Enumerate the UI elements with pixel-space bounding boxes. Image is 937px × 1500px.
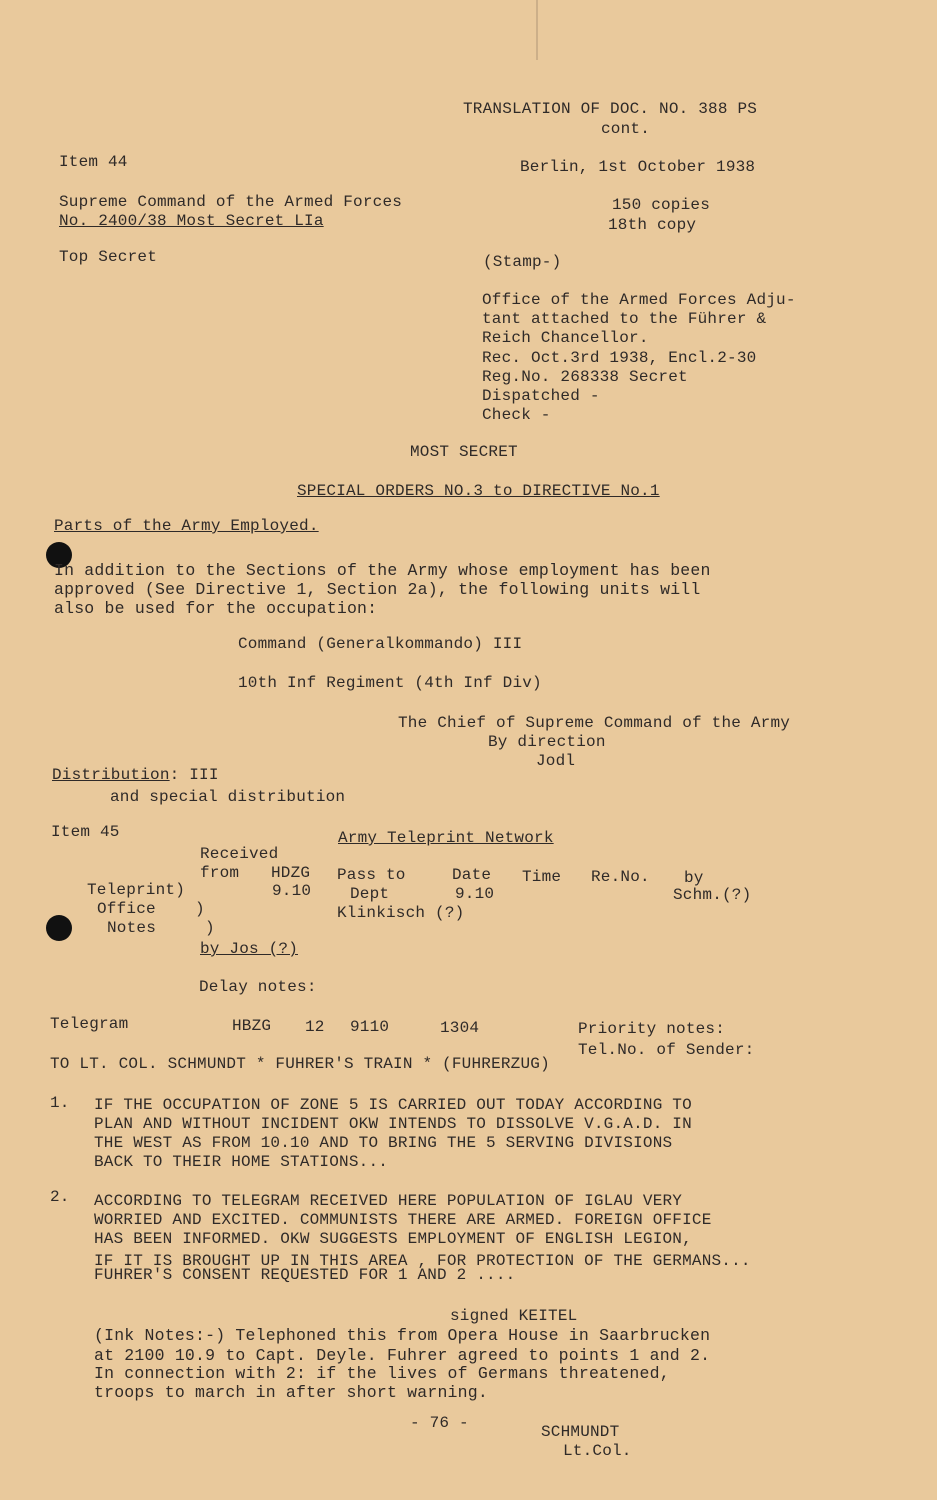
section-heading: Parts of the Army Employed. [54,517,319,535]
para-line: In addition to the Sections of the Army whose employment has been [54,561,711,580]
point-1-line: PLAN AND WITHOUT INCIDENT OKW INTENDS TO DISSOLVE V.G.A.D. IN [94,1115,692,1133]
distribution-line-2: and special distribution [110,788,346,806]
telegram-number: 12 [305,1018,325,1036]
item-45-label: Item 45 [51,823,120,841]
point-2-line: HAS BEEN INFORMED. OKW SUGGESTS EMPLOYMENT OF ENGLISH LEGION, [94,1230,692,1248]
priority-notes: Priority notes: [578,1020,726,1038]
point-2-line: ACCORDING TO TELEGRAM RECEIVED HERE POPULATION OF IGLAU VERY [94,1192,683,1210]
stamp-line: Dispatched - [482,387,600,405]
point-2-line: FUHRER'S CONSENT REQUESTED FOR 1 AND 2 .... [94,1266,516,1284]
to-line: TO LT. COL. SCHMUNDT * FUHRER'S TRAIN * (FUHRERZUG) [50,1055,550,1073]
stamp-line: Check - [482,406,551,424]
by-header: by [684,869,704,887]
date-value: 9.10 [455,885,495,903]
distribution-label: Distribution [52,766,170,784]
hdzg-value: 9.10 [272,882,312,900]
point-1-line: THE WEST AS FROM 10.10 AND TO BRING THE 5 SERVING DIVISIONS [94,1134,673,1152]
issuer-line-2: No. 2400/38 Most Secret LIa [59,212,324,230]
fold-crease [536,0,538,60]
point-2-line: IF IT IS BROUGHT UP IN THIS AREA , FOR PROTECTION OF THE GERMANS... [94,1252,751,1270]
stamp-line: Office of the Armed Forces Adju- [482,291,796,309]
ink-note-line: (Ink Notes:-) Telephoned this from Opera House in Saarbrucken [94,1326,711,1345]
place-date: Berlin, 1st October 1938 [520,158,756,176]
by-value: Schm.(?) [673,886,752,904]
telegram-number: 9110 [350,1018,390,1036]
signature-by-direction: By direction [488,733,606,751]
time-header: Time [522,868,562,886]
network-title: Army Teleprint Network [338,829,554,847]
tel-no-sender: Tel.No. of Sender: [578,1041,755,1059]
dept-name: Klinkisch (?) [337,904,465,922]
stamp-line: Rec. Oct.3rd 1938, Encl.2-30 [482,349,757,367]
stamp-label: (Stamp-) [483,253,562,271]
point-1-number: 1. [50,1094,70,1112]
received-label: Received [200,845,279,863]
telegram-code: HBZG [232,1017,272,1035]
notes-label: Notes ) [107,919,215,937]
signature-name: Jodl [536,752,576,770]
classification: Top Secret [59,248,158,266]
stamp-line: Reich Chancellor. [482,329,649,347]
issuer-line-1: Supreme Command of the Armed Forces [59,193,403,211]
most-secret: MOST SECRET [410,443,518,461]
para-line: also be used for the occupation: [54,599,378,618]
ink-note-line: at 2100 10.9 to Capt. Deyle. Fuhrer agreed to points 1 and 2. [94,1346,711,1365]
copies: 150 copies [612,196,711,214]
distribution [52,766,219,785]
signature-title: The Chief of Supreme Command of the Army [398,714,791,732]
delay-notes: Delay notes: [199,978,317,996]
orders-title: SPECIAL ORDERS NO.3 to DIRECTIVE No.1 [297,482,660,500]
dept-value: Dept [350,885,390,903]
telegram-label: Telegram [50,1015,129,1033]
from-label: from [200,864,240,882]
point-1-line: BACK TO THEIR HOME STATIONS... [94,1153,389,1171]
unit-line: 10th Inf Regiment (4th Inf Div) [238,674,542,692]
date-header: Date [452,866,492,884]
punch-hole [46,915,72,941]
distribution-value: : III [169,766,219,784]
stamp-line: tant attached to the Führer & [482,310,767,328]
ink-note-line: In connection with 2: if the lives of Germans threatened, [94,1364,670,1383]
item-44-label: Item 44 [59,153,128,171]
hdzg-label: HDZG [271,864,311,882]
point-2-line: WORRIED AND EXCITED. COMMUNISTS THERE ARE ARMED. FOREIGN OFFICE [94,1211,712,1229]
teleprint-label: Teleprint) [87,881,186,899]
telegram-number: 1304 [440,1019,480,1037]
para-line: approved (See Directive 1, Section 2a), the following units will [54,580,701,599]
unit-line: Command (Generalkommando) III [238,635,523,653]
copy-number: 18th copy [608,216,697,234]
ink-note-line: troops to march in after short warning. [94,1383,488,1402]
by-jos: by Jos (?) [200,940,299,958]
stamp-line: Reg.No. 268338 Secret [482,368,688,386]
signed-keitel: signed KEITEL [450,1307,578,1325]
point-1-line: IF THE OCCUPATION OF ZONE 5 IS CARRIED OUT TODAY ACCORDING TO [94,1096,692,1114]
page-number: - 76 - [410,1414,469,1432]
signature-schmundt: SCHMUNDT [541,1423,620,1441]
office-label: Office ) [97,900,205,918]
reno-header: Re.No. [591,868,650,886]
point-2-number: 2. [50,1188,70,1206]
signature-rank: Lt.Col. [563,1442,632,1460]
translation-cont: cont. [601,120,651,138]
pass-to-header: Pass to [337,866,406,884]
translation-title: TRANSLATION OF DOC. NO. 388 PS [463,100,758,118]
